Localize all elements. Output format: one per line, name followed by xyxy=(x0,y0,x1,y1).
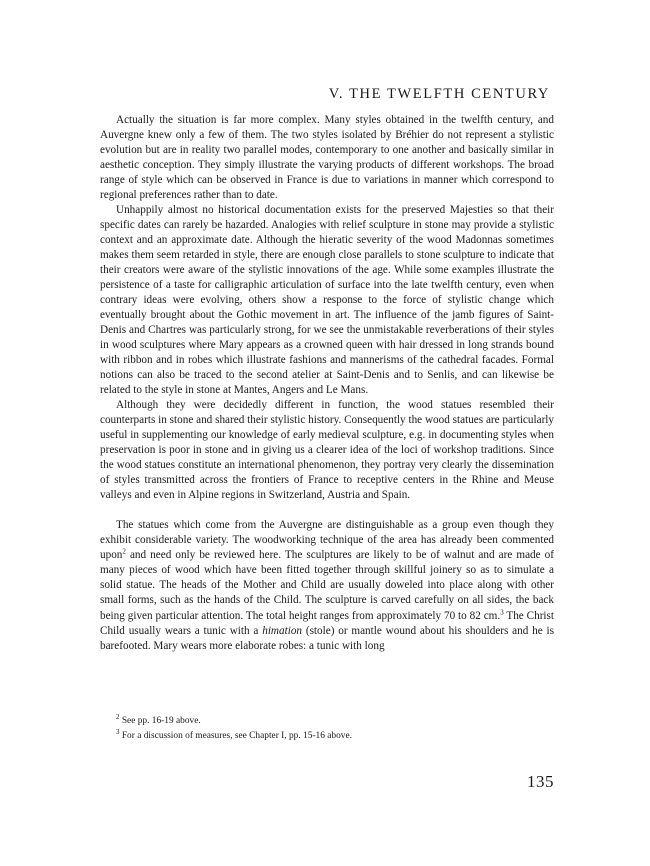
paragraph-4-text-3: The Christ Child usually wears a tunic with a xyxy=(100,609,555,637)
footnote-text: For a discussion of measures, see Chapter I, pp. 15-16 above. xyxy=(121,731,352,741)
paragraph-1: Actually the situation is far more complex. Many styles obtained in the twelfth century, and Auvergne knew only a few of them. The two styles isolated by Bréhier do not represent a stylistic evolution but are in reality two parallel modes, contemporary to one another and basically similar in aesthetic conception. They simply illustrate the varying products of different workshops. The broad range of style which can be observed in France is due to variations in manner which correspond to regional preferences rather than to date. xyxy=(100,114,554,202)
footnote-ref-2: 2 xyxy=(122,547,126,556)
footnote-text: See pp. 16-19 above. xyxy=(121,716,201,726)
page-number: 135 xyxy=(527,772,554,791)
running-head: V. THE TWELFTH CENTURY xyxy=(328,86,550,102)
paragraph-4-text-4: (stole) or mantle wound about his shoulders and he is barefooted. Mary wears more elaborate robes: a tunic with long xyxy=(100,624,555,652)
footnote-marker: 2 xyxy=(116,712,120,721)
paragraph-2: Unhappily almost no historical documentation exists for the preserved Majesties so that their specific dates can rarely be hazarded. Analogies with relief sculpture in stone may provide a stylistic context and an approximate date. Although the hieratic severity of the wood Madonnas sometimes makes them seem retarded in style, there are enough close parallels to stone sculpture to indicate that their creators were aware of the stylistic innovations of the age. While some examples illustrate the persistence of a taste for calligraphic articulation of surface into the late twelfth century, even when contrary ideas were evolving, others show a response to the force of stylistic change which eventually brought about the Gothic movement in art. The influence of the jamb figures of Saint-Denis and Chartres was particularly strong, for we see the unmistakable reverberations of their styles in wood sculptures where Mary appears as a crowned queen with hair dressed in long strands bound with ribbon and in robes which illustrate fashions and mannerisms of the cathedral facades. Formal notions can also be traced to the second atelier at Saint-Denis and to Senlis, and can likewise be related to the style in stone at Mantes, Angers and Le Mans. xyxy=(100,204,554,397)
paragraph-4 xyxy=(100,518,554,653)
footnotes xyxy=(116,714,556,744)
italic-term: himation xyxy=(262,624,303,637)
footnote-2 xyxy=(116,714,556,729)
body-text xyxy=(100,113,554,654)
paragraph-3: Although they were decidedly different in function, the wood statues resembled their counterparts in stone and shared their stylistic history. Consequently the wood statues are particularly useful in supplementing our knowledge of early medieval sculpture, e.g. in documenting styles when preservation is poor in stone and in giving us a clearer idea of the loci of workshop traditions. Since the wood statues constitute an international phenomenon, they portray very clearly the dissemination of styles transmitted across the frontiers of France to receptive centers in the Rhine and Meuse valleys and even in Alpine regions in Switzerland, Austria and Spain. xyxy=(100,399,554,502)
footnote-ref-3: 3 xyxy=(500,607,504,616)
paragraph-4-text-2: and need only be reviewed here. The sculptures are likely to be of walnut and are made of many pieces of wood which have been fitted together through skillful joinery so as to simulate a solid statue. The heads of the Mother and Child are usually doweled into place along with other small forms, such as the hands of the Child. The sculpture is carved carefully on all sides, the back being given particular attention. The total height ranges from approximately 70 to 82 cm. xyxy=(100,549,554,622)
paragraph-4-text-1: The statues which come from the Auvergne are distinguishable as a group even though they exhibit considerable variety. The woodworking technique of the area has already been commented upon xyxy=(100,519,554,562)
footnote-3 xyxy=(116,729,556,744)
footnote-marker: 3 xyxy=(116,727,120,736)
